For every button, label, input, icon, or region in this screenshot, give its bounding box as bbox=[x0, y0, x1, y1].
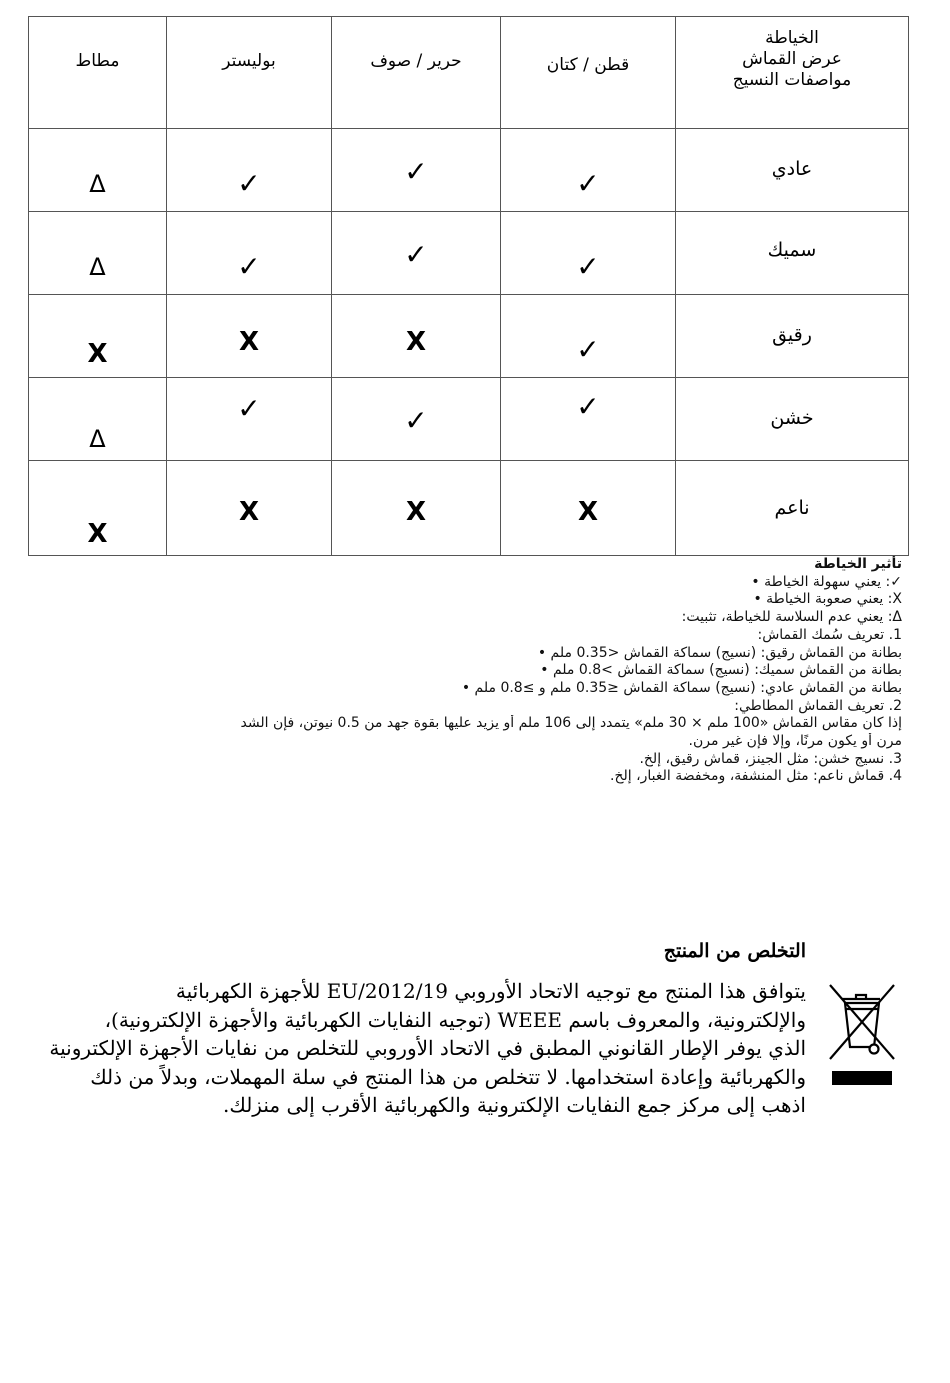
table-row bbox=[29, 378, 909, 461]
mark-cell: ✓ bbox=[501, 378, 676, 461]
mark-cell: Δ bbox=[29, 129, 167, 212]
row-label-cell: ناعم bbox=[676, 461, 909, 556]
row-label-cell: سميك bbox=[676, 212, 909, 295]
header-cell: بوليستر bbox=[167, 17, 332, 129]
row-label-cell: رقيق bbox=[676, 295, 909, 378]
mark-cell: Δ bbox=[29, 212, 167, 295]
disposal-title: التخلص من المنتج bbox=[663, 940, 806, 962]
row-label-cell: خشن bbox=[676, 378, 909, 461]
header-cell-fabric-spec: الخياطة عرض القماش مواصفات النسيج bbox=[676, 17, 909, 129]
table-header-row bbox=[29, 17, 909, 129]
mark-cell: ✓ bbox=[167, 378, 332, 461]
table-row bbox=[29, 212, 909, 295]
disposal-line: والكهربائية وإعادة استخدامها. لا تتخلص من هذا المنتج في سلة المهملات، وبدلاً من ذلك bbox=[90, 1064, 806, 1089]
notes-title: تأثير الخياطة bbox=[814, 556, 902, 572]
header-cell: حرير / صوف bbox=[332, 17, 501, 129]
notes-line: ✓: يعني سهولة الخياطة • bbox=[751, 573, 902, 590]
mark-cell: X bbox=[29, 295, 167, 378]
notes-line: بطانة من القماش سميك: (نسيج) سماكة القماش >0.8 ملم • bbox=[540, 662, 902, 679]
crossed-out-wheelie-bin-icon bbox=[826, 979, 898, 1089]
mark-cell: ✓ bbox=[332, 129, 501, 212]
notes-line: 3. نسيج خشن: مثل الجينز، قماش رقيق، إلخ. bbox=[639, 750, 902, 767]
mark-cell: ✓ bbox=[501, 129, 676, 212]
mark-cell: ✓ bbox=[167, 212, 332, 295]
table-row bbox=[29, 295, 909, 378]
mark-cell: ✓ bbox=[332, 378, 501, 461]
mark-cell: Δ bbox=[29, 378, 167, 461]
mark-cell: X bbox=[167, 295, 332, 378]
notes-line: Δ: يعني عدم السلاسة للخياطة، تثبيت: bbox=[681, 609, 902, 626]
fabric-compatibility-table bbox=[28, 16, 909, 556]
disposal-line: الذي يوفر الإطار القانوني المطبق في الاتحاد الأوروبي للتخلص من نفايات الأجهزة الإلكترونية bbox=[49, 1036, 806, 1060]
notes-line: إذا كان مقاس القماش «100 ملم × 30 ملم» يتمدد إلى 106 ملم أو يزيد عليها بقوة جهد من 0.5 نيوتن، فإن الشد bbox=[240, 715, 902, 732]
notes-line: X: يعني صعوبة الخياطة • bbox=[753, 591, 902, 608]
table-row bbox=[29, 129, 909, 212]
mark-cell: X bbox=[332, 295, 501, 378]
disposal-line: والإلكترونية، والمعروف باسم WEEE (توجيه النفايات الكهربائية والأجهزة الإلكترونية)، bbox=[104, 1007, 806, 1032]
disposal-line: اذهب إلى مركز جمع النفايات الإلكترونية والكهربائية الأقرب إلى منزلك. bbox=[223, 1093, 806, 1117]
header-cell: قطن / كتان bbox=[501, 17, 676, 129]
notes-line: 1. تعريف سُمك القماش: bbox=[757, 626, 902, 643]
header-cell: مطاط bbox=[29, 17, 167, 129]
notes-line: 2. تعريف القماش المطاطي: bbox=[734, 697, 902, 714]
mark-cell: ✓ bbox=[501, 295, 676, 378]
disposal-line: يتوافق هذا المنتج مع توجيه الاتحاد الأوروبي EU/2012/19 للأجهزة الكهربائية bbox=[175, 979, 806, 1003]
mark-cell: X bbox=[501, 461, 676, 556]
notes-line: بطانة من القماش رقيق: (نسيج) سماكة القماش <0.35 ملم • bbox=[537, 644, 902, 661]
mark-cell: ✓ bbox=[332, 212, 501, 295]
notes-line: بطانة من القماش عادي: (نسيج) سماكة القماش ≤0.35 ملم و ≥0.8 ملم • bbox=[461, 679, 902, 696]
mark-cell: X bbox=[29, 461, 167, 556]
mark-cell: X bbox=[167, 461, 332, 556]
notes-line: مرن أو يكون مرنًا، وإلا فإن غير مرن. bbox=[688, 733, 902, 750]
sewing-effect-notes bbox=[42, 556, 902, 786]
mark-cell: ✓ bbox=[501, 212, 676, 295]
table-row bbox=[29, 461, 909, 556]
disposal-text bbox=[6, 977, 806, 1120]
mark-cell: X bbox=[332, 461, 501, 556]
notes-line: 4. قماش ناعم: مثل المنشفة، ومخفضة الغبار، إلخ. bbox=[610, 768, 902, 785]
mark-cell: ✓ bbox=[167, 129, 332, 212]
row-label-cell: عادي bbox=[676, 129, 909, 212]
